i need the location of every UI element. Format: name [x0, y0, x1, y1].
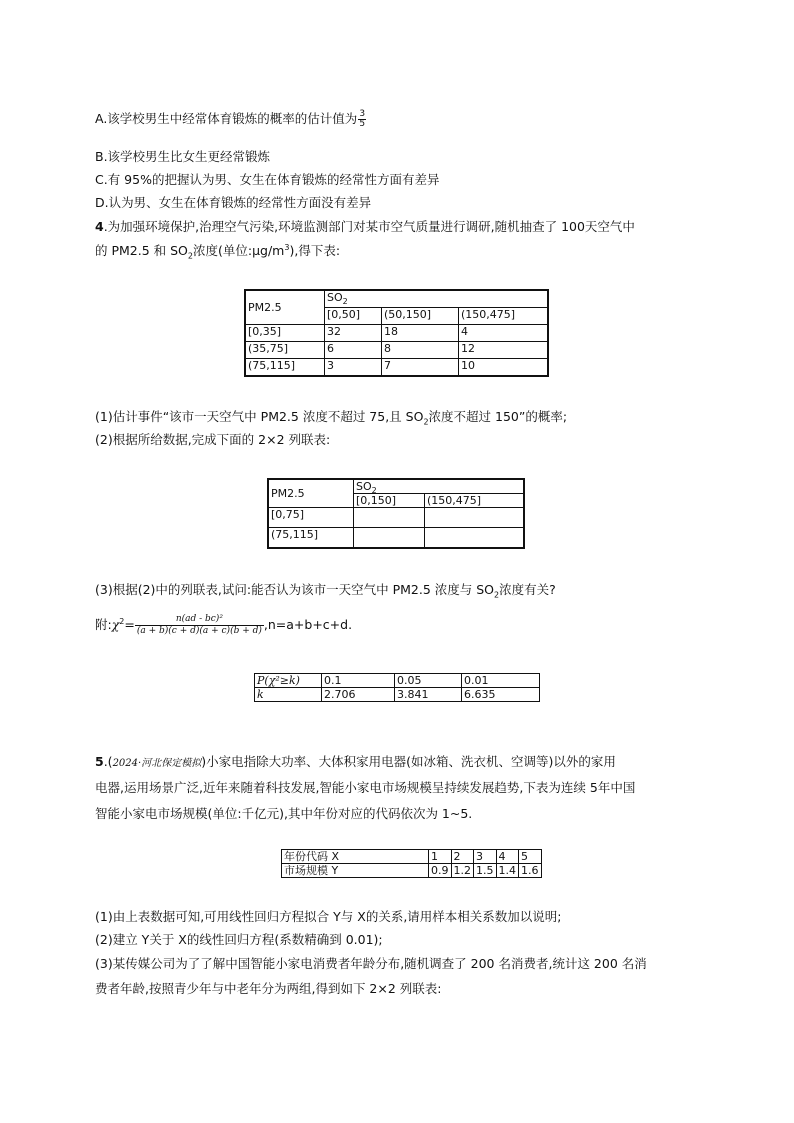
table-cell: 4: [496, 850, 519, 864]
q4-part3-a: (3)根据(2)中的列联表,试问:能否认为该市一天空气中 PM2.5 浓度与 SO: [95, 582, 494, 597]
q4-part1: [95, 408, 567, 426]
table-cell: 4: [459, 325, 549, 342]
table-cell: 2.706: [322, 688, 395, 702]
q5-source-prefix: .(: [103, 754, 113, 769]
table-cell: 8: [382, 342, 459, 359]
q4-part1-a: (1)估计事件“该市一天空气中 PM2.5 浓度不超过 75,且 SO: [95, 409, 424, 424]
table-cell: 32: [325, 325, 382, 342]
fraction-denominator: 5: [359, 119, 366, 129]
row-label: 年份代码 X: [282, 850, 429, 864]
so2-sub: 2: [342, 297, 348, 307]
table-cell: 18: [382, 325, 459, 342]
table-row: [268, 479, 524, 494]
q4-part2: (2)根据所给数据,完成下面的 2×2 列联表:: [95, 432, 331, 447]
so2-label: SO: [327, 291, 343, 304]
q5-part3-line1: (3)某传媒公司为了了解中国智能小家电消费者年龄分布,随机调查了 200 名消费者,统计这 200 名消: [95, 956, 647, 971]
table-cell: 0.1: [322, 674, 395, 688]
formula-denominator: (a + b)(c + d)(a + c)(b + d): [136, 626, 262, 636]
chi-square-formula: [95, 612, 352, 638]
col-header: (150,475]: [459, 308, 549, 325]
row-label: (35,75]: [245, 342, 325, 359]
empty-cell: [354, 528, 425, 549]
table-cell: 3: [325, 359, 382, 377]
table-cell: 1.4: [496, 864, 519, 878]
table-row: [268, 528, 524, 549]
q5-part3-line2: 费者年龄,按照青少年与中老年分为两组,得到如下 2×2 列联表:: [95, 981, 442, 996]
table-row: [255, 688, 540, 702]
row-header-pm25: PM2.5: [245, 290, 325, 325]
formula-suffix: ,n=a+b+c+d.: [263, 617, 353, 632]
q4-number: 4: [95, 219, 104, 234]
empty-cell: [354, 508, 425, 528]
chi-sup: 2: [119, 616, 125, 626]
row-label: k: [255, 688, 322, 702]
row-label: (75,115]: [245, 359, 325, 377]
table-cell: 1.5: [474, 864, 497, 878]
table-cell: 6.635: [462, 688, 540, 702]
table-cell: 0.01: [462, 674, 540, 688]
table-cell: 1.6: [519, 864, 542, 878]
q4-part3-b: 浓度有关?: [499, 582, 556, 597]
table-row: [282, 864, 542, 878]
q4-intro-line2: [95, 242, 340, 260]
col-header: (50,150]: [382, 308, 459, 325]
col-group-so2: [325, 290, 549, 308]
q4-intro2-c: ),得下表:: [289, 243, 341, 258]
table-cell: 10: [459, 359, 549, 377]
row-label: (75,115]: [268, 528, 354, 549]
q5-intro-line1: [95, 753, 616, 773]
table-cell: 2: [451, 850, 474, 864]
table-cell: 12: [459, 342, 549, 359]
empty-cell: [425, 528, 525, 549]
option-c: C.有 95%的把握认为男、女生在体育锻炼的经常性方面有差异: [95, 172, 440, 187]
so2-sub: 2: [371, 486, 377, 496]
table-row: [268, 508, 524, 528]
q5-number: 5: [95, 754, 104, 769]
q4-intro-text: .为加强环境保护,治理空气污染,环境监测部门对某市空气质量进行调研,随机抽查了 100天空气中: [103, 219, 635, 234]
q5-intro-line2: 电器,运用场景广泛,近年来随着科技发展,智能小家电市场规模呈持续发展趋势,下表为连续 5年中国: [95, 780, 636, 795]
formula-numerator: n(ad - bc)²: [135, 614, 264, 626]
row-label: [0,35]: [245, 325, 325, 342]
col-header: (150,475]: [425, 494, 525, 508]
q4-part3-sub: 2: [494, 590, 500, 600]
pm-so2-table: [244, 289, 549, 377]
formula-prefix: 附:: [95, 617, 112, 632]
fraction-numerator: 3: [359, 109, 366, 119]
q5-part2: (2)建立 Y关于 X的线性回归方程(系数精确到 0.01);: [95, 932, 383, 947]
q4-part1-b: 浓度不超过 150”的概率;: [428, 409, 568, 424]
col-header: [0,50]: [325, 308, 382, 325]
chi-critical-table: [254, 673, 540, 702]
table-cell: 0.9: [429, 864, 452, 878]
market-size-table: [281, 849, 542, 878]
q4-part3: [95, 581, 556, 599]
table-cell: 6: [325, 342, 382, 359]
option-b: B.该学校男生比女生更经常锻炼: [95, 149, 271, 164]
table-cell: 5: [519, 850, 542, 864]
table-row: [245, 359, 548, 377]
q4-intro-line1: [95, 218, 635, 236]
row-label: P(χ²≥k): [255, 674, 322, 688]
table-cell: 1: [429, 850, 452, 864]
row-label: [0,75]: [268, 508, 354, 528]
so2-label: SO: [356, 480, 372, 493]
q5-source: 2024·河北保定模拟: [112, 758, 202, 769]
col-header: [0,150]: [354, 494, 425, 508]
q5-part1: (1)由上表数据可知,可用线性回归方程拟合 Y与 X的关系,请用样本相关系数加以说明;: [95, 909, 562, 924]
q4-intro2-sub: 2: [187, 251, 193, 261]
table-cell: 7: [382, 359, 459, 377]
table-row: [282, 850, 542, 864]
q4-intro2-b: 浓度(单位:μg/m: [193, 243, 285, 258]
q4-intro2-sup: 3: [284, 242, 290, 252]
table-row: [245, 325, 548, 342]
table-row: [245, 342, 548, 359]
q4-intro2-a: 的 PM2.5 和 SO: [95, 243, 188, 258]
formula-fraction: [135, 614, 264, 637]
chi-symbol: χ: [111, 617, 120, 632]
empty-cell: [425, 508, 525, 528]
row-header-pm25: PM2.5: [268, 479, 354, 508]
option-a-fraction: [358, 110, 366, 129]
row-label: 市场规模 Y: [282, 864, 429, 878]
contingency-table: [267, 478, 525, 549]
option-d: D.认为男、女生在体育锻炼的经常性方面没有差异: [95, 195, 372, 210]
q5-intro-line3: 智能小家电市场规模(单位:千亿元),其中年份对应的代码依次为 1~5.: [95, 806, 473, 821]
option-a-text: A.该学校男生中经常体育锻炼的概率的估计值为: [95, 111, 358, 126]
table-row: [255, 674, 540, 688]
table-cell: 0.05: [395, 674, 462, 688]
table-cell: 3.841: [395, 688, 462, 702]
table-cell: 3: [474, 850, 497, 864]
option-a: [95, 110, 366, 129]
q5-intro-text1: )小家电指除大功率、大体积家用电器(如冰箱、洗衣机、空调等)以外的家用: [201, 754, 616, 769]
table-row: [245, 290, 548, 308]
col-group-so2: [354, 479, 525, 494]
q4-part1-sub: 2: [423, 417, 429, 427]
formula-equals: =: [124, 617, 135, 632]
table-cell: 1.2: [451, 864, 474, 878]
